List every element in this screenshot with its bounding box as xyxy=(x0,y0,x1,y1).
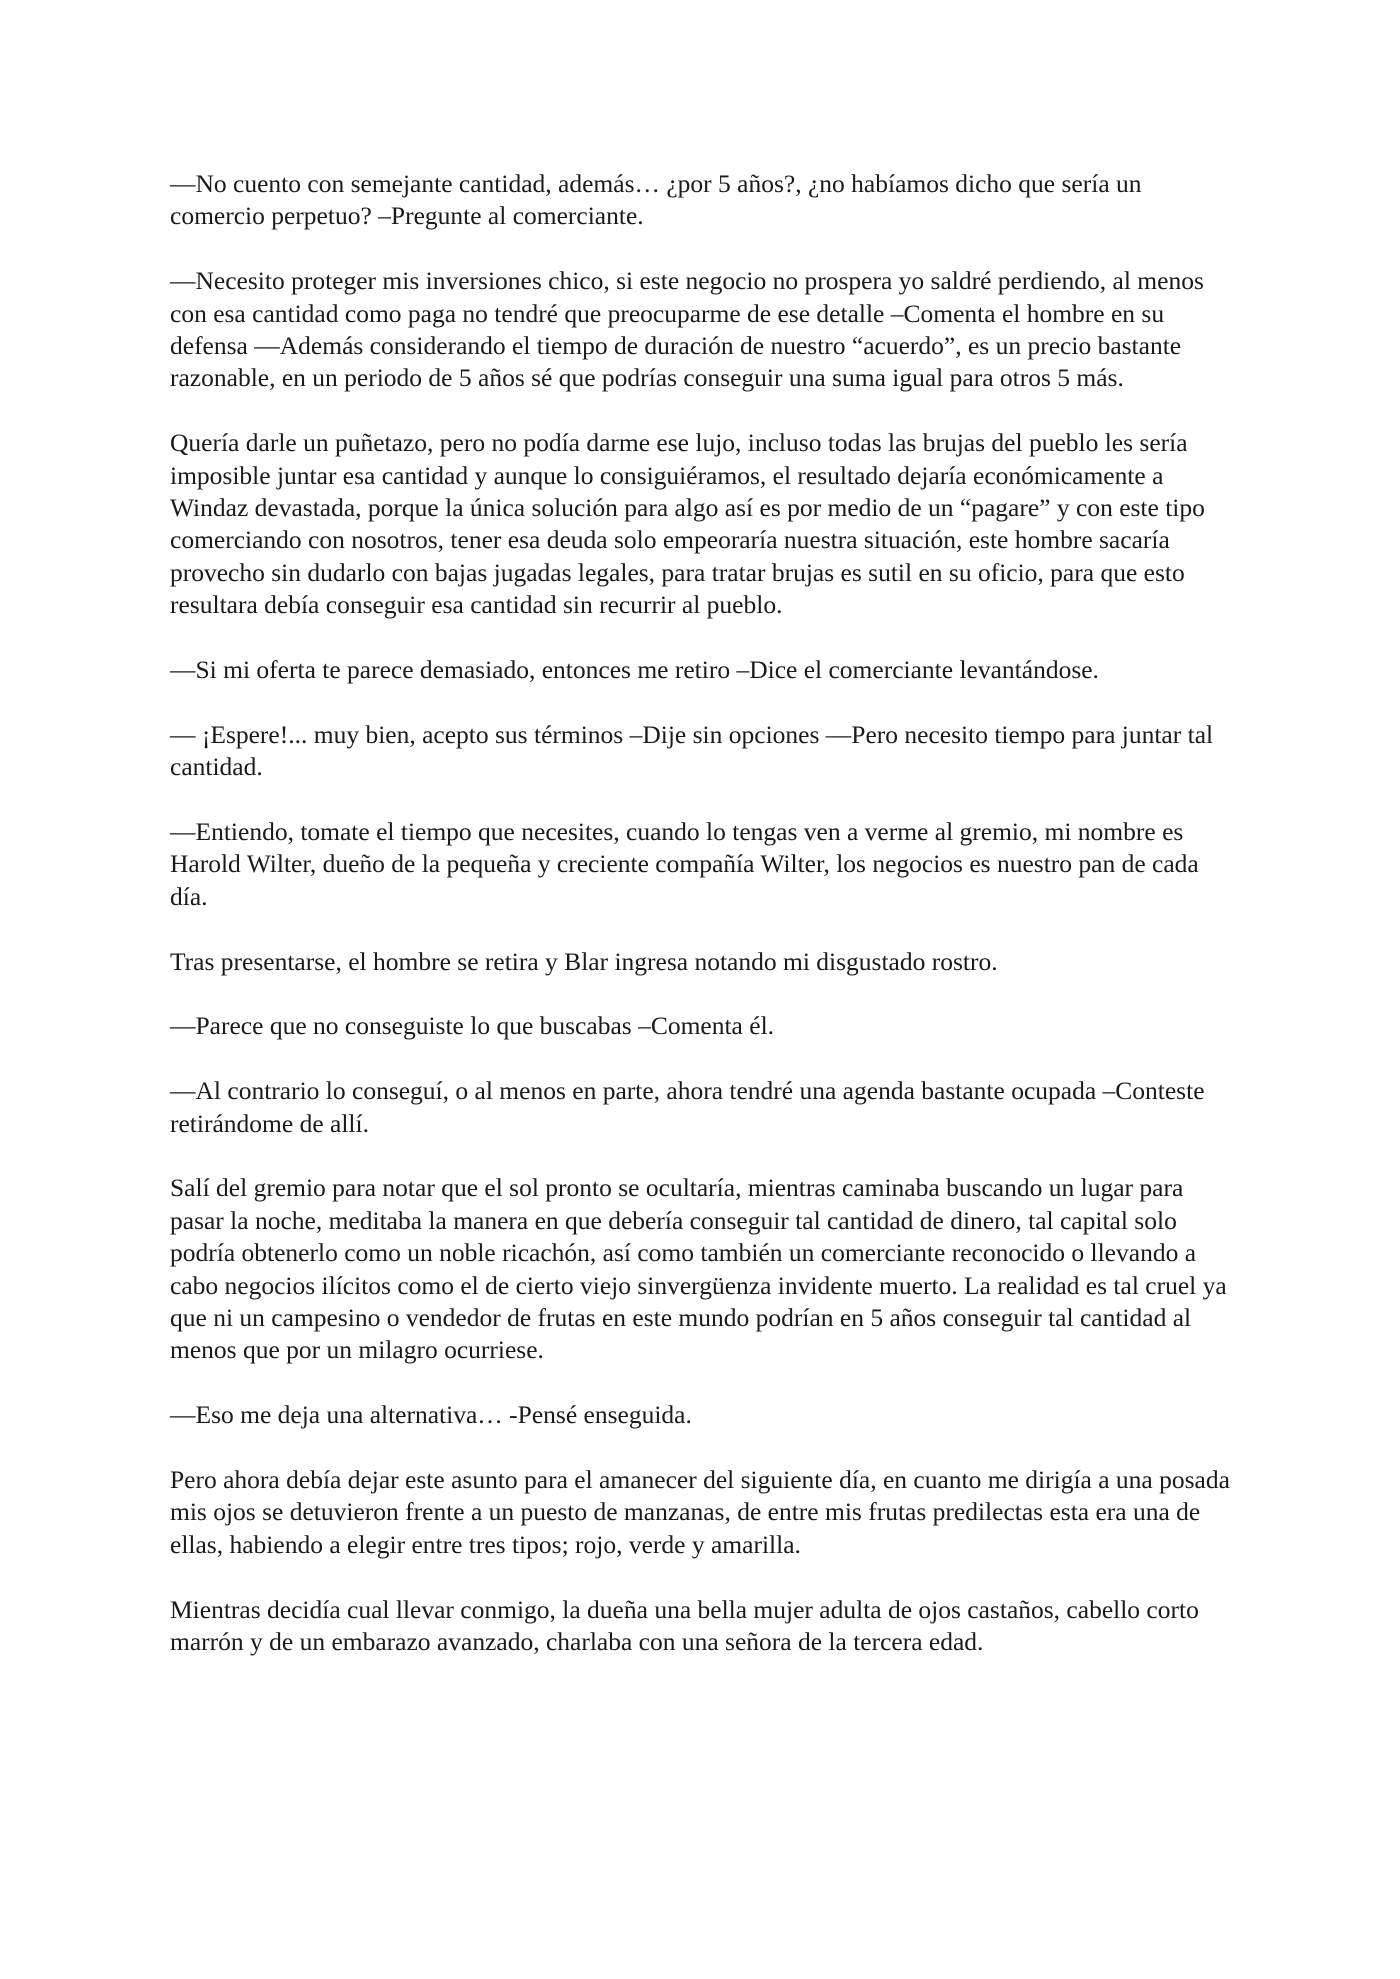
paragraph: —Al contrario lo conseguí, o al menos en parte, ahora tendré una agenda bastante ocupada –Conteste retirándome de allí. xyxy=(170,1076,1205,1138)
paragraph: —Si mi oferta te parece demasiado, entonces me retiro –Dice el comerciante levantándose. xyxy=(170,655,1099,685)
paragraph: Tras presentarse, el hombre se retira y Blar ingresa notando mi disgustado rostro. xyxy=(170,946,998,976)
paragraph: Quería darle un puñetazo, pero no podía darme ese lujo, incluso todas las brujas del pueblo les sería imposible juntar esa cantidad y aunque lo consiguiéramos, el resultado dejaría económicamente a Windaz devastada, porque la única solución para algo así es por medio de un “pagare” y con este tipo comerciando con nosotros, tener esa deuda solo empeoraría nuestra situación, este hombre sacaría provecho sin dudarlo con bajas jugadas legales, para tratar brujas es sutil en su oficio, para que esto resultara debía conseguir esa cantidad sin recurrir al pueblo. xyxy=(170,428,1205,620)
paragraph: Pero ahora debía dejar este asunto para el amanecer del siguiente día, en cuanto me dirigía a una posada mis ojos se detuvieron frente a un puesto de manzanas, de entre mis frutas predilectas esta era una de ellas, habiendo a elegir entre tres tipos; rojo, verde y amarilla. xyxy=(170,1465,1230,1559)
paragraph: —No cuento con semejante cantidad, además… ¿por 5 años?, ¿no habíamos dicho que sería un comercio perpetuo? –Pregunte al comerciante. xyxy=(170,169,1142,231)
paragraph: —Eso me deja una alternativa… -Pensé enseguida. xyxy=(170,1400,692,1430)
paragraph: — ¡Espere!... muy bien, acepto sus términos –Dije sin opciones —Pero necesito tiempo para juntar tal cantidad. xyxy=(170,719,1214,782)
paragraph: —Necesito proteger mis inversiones chico, si este negocio no prospera yo saldré perdiendo, al menos con esa cantidad como paga no tendré que preocuparme de ese detalle –Comenta el hombre en su defensa —Además considerando el tiempo de duración de nuestro “acuerdo”, es un precio bastante razonable, en un periodo de 5 años sé que podrías conseguir una suma igual para otros 5 más. xyxy=(170,266,1204,393)
paragraph: Salí del gremio para notar que el sol pronto se ocultaría, mientras caminaba buscando un lugar para pasar la noche, meditaba la manera en que debería conseguir tal cantidad de dinero, tal capital solo podría obtenerlo como un noble ricachón, así como también un comerciante reconocido o llevando a cabo negocios ilícitos como el de cierto viejo sinvergüenza invidente muerto. La realidad es tal cruel ya que ni un campesino o vendedor de frutas en este mundo podrían en 5 años conseguir tal cantidad al menos que por un milagro ocurriese. xyxy=(170,1173,1227,1365)
paragraph: —Entiendo, tomate el tiempo que necesites, cuando lo tengas ven a verme al gremio, mi nombre es Harold Wilter, dueño de la pequeña y creciente compañía Wilter, los negocios es nuestro pan de cada día. xyxy=(170,817,1199,911)
document-body xyxy=(170,168,1232,1691)
paragraph: Mientras decidía cual llevar conmigo, la dueña una bella mujer adulta de ojos castaños, cabello corto marrón y de un embarazo avanzado, charlaba con una señora de la tercera edad. xyxy=(170,1594,1199,1657)
paragraph: —Parece que no conseguiste lo que buscabas –Comenta él. xyxy=(170,1011,775,1041)
